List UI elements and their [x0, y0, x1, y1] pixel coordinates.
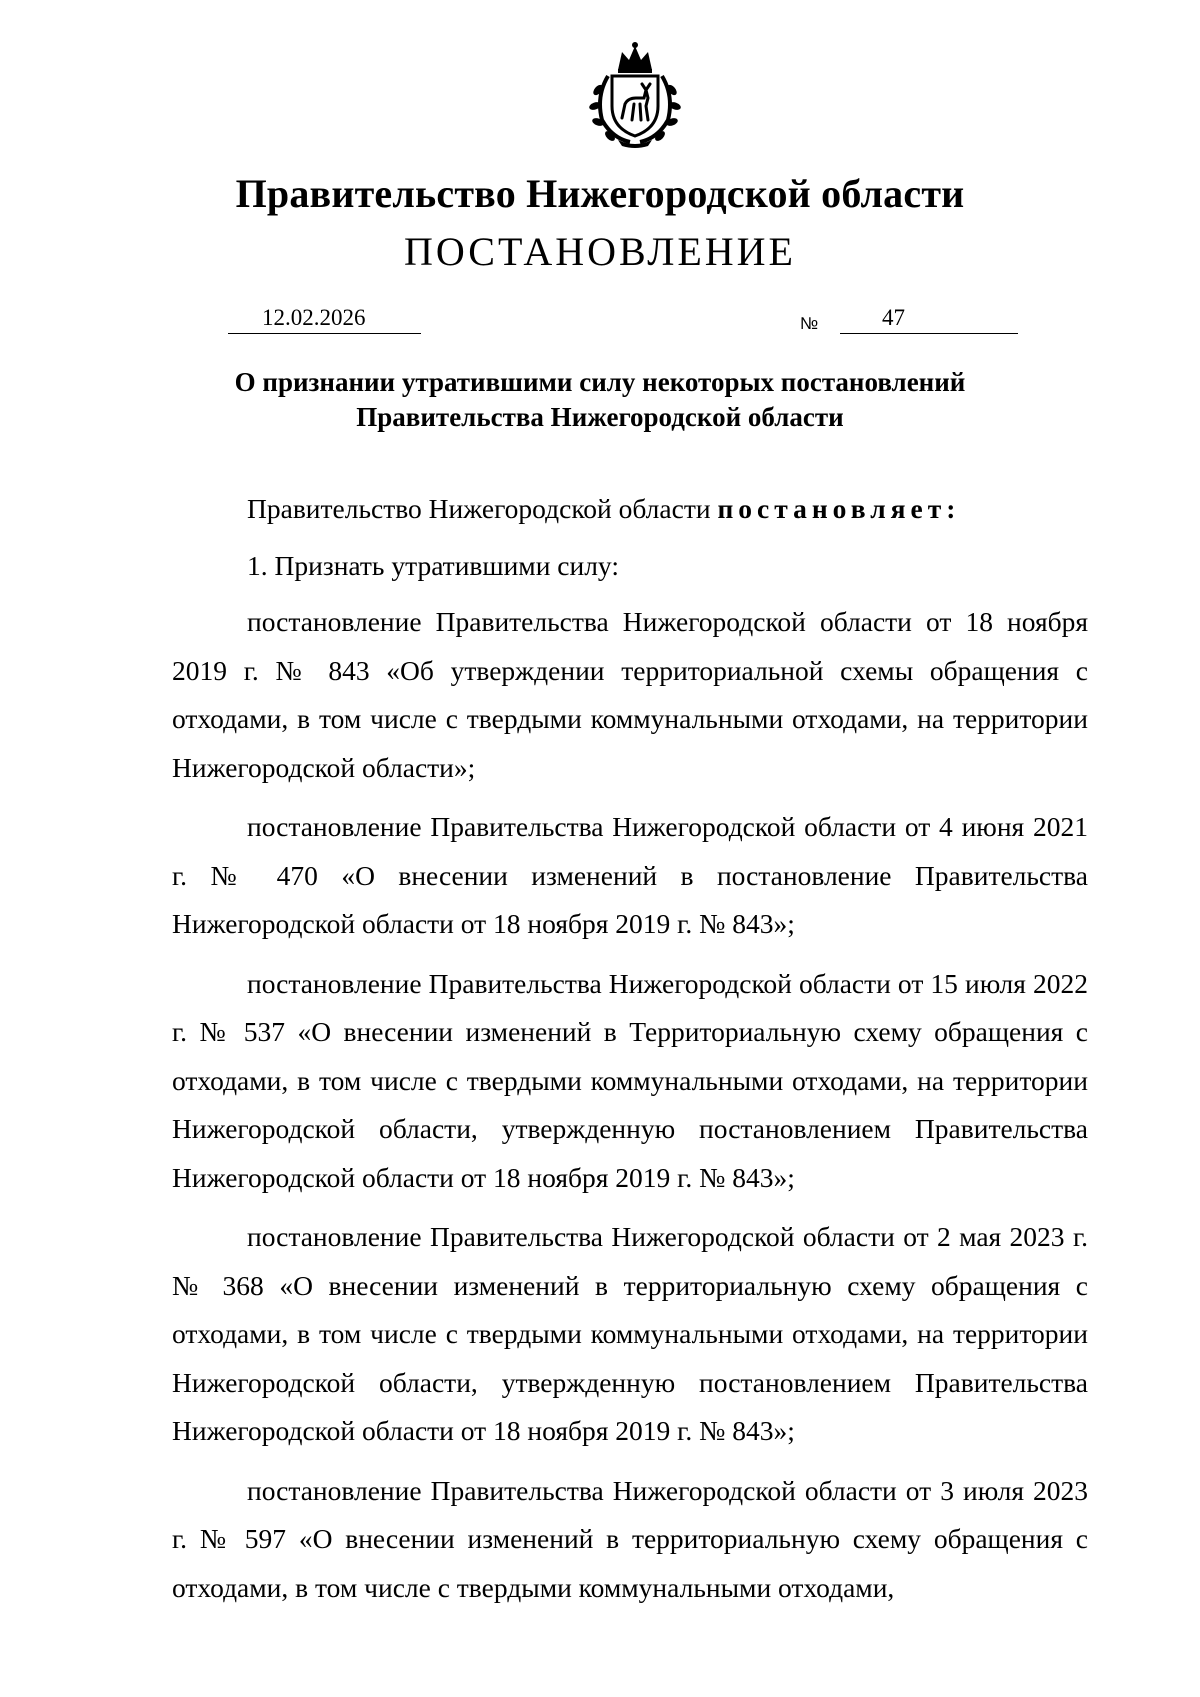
resolution-paragraph: постановление Правительства Нижегородской области от 4 июня 2021 г. № 470 «О внесении изменений в постановление Правительства Нижегородской области от 18 ноября 2019 г. № 843»; [172, 811, 1088, 939]
document-body [172, 485, 1088, 1612]
document-date-field [228, 303, 421, 334]
document-date: 12.02.2026 [262, 305, 366, 330]
document-type: ПОСТАНОВЛЕНИЕ [404, 229, 796, 274]
organization-title: Правительство Нижегородской области [235, 171, 965, 216]
resolution-paragraph: постановление Правительства Нижегородской области от 15 июля 2022 г. № 537 «О внесении изменений в Территориальную схему обращения с отходами, в том числе с твердыми коммунальными отходами, на территории Нижегородской области, утвержденную постановлением Правительства Нижегородской области от 18 ноября 2019 г. № 843»; [172, 967, 1088, 1193]
intro-action: постановляет: [717, 493, 961, 524]
document-number: 47 [882, 305, 905, 330]
subject-line-2: Правительства Нижегородской области [356, 402, 844, 432]
document-subject [150, 365, 1050, 435]
coat-of-arms-icon [578, 40, 692, 148]
intro-paragraph [172, 485, 1088, 534]
subject-line-1: О признании утратившими силу некоторых постановлений [234, 367, 966, 397]
document-number-field [840, 303, 1018, 334]
intro-text: Правительство Нижегородской области [247, 493, 718, 524]
resolution-paragraph: постановление Правительства Нижегородской области от 2 мая 2023 г. № 368 «О внесении изменений в территориальную схему обращения с отходами, в том числе с твердыми коммунальными отходами, на территории Нижегородской области, утвержденную постановлением Правительства Нижегородской области от 18 ноября 2019 г. № 843»; [172, 1221, 1088, 1446]
item-1: 1. Признать утратившими силу: [247, 549, 619, 581]
number-label: № [800, 314, 819, 333]
resolution-paragraph: постановление Правительства Нижегородской области от 3 июля 2023 г. № 597 «О внесении изменений в территориальную схему обращения с отходами, в том числе с твердыми коммунальными отходами, [172, 1474, 1088, 1603]
resolution-paragraph: постановление Правительства Нижегородской области от 18 ноября 2019 г. № 843 «Об утверждении территориальной схемы обращения с отходами, в том числе с твердыми коммунальными отходами, на территории Нижегородской области»; [172, 606, 1088, 783]
